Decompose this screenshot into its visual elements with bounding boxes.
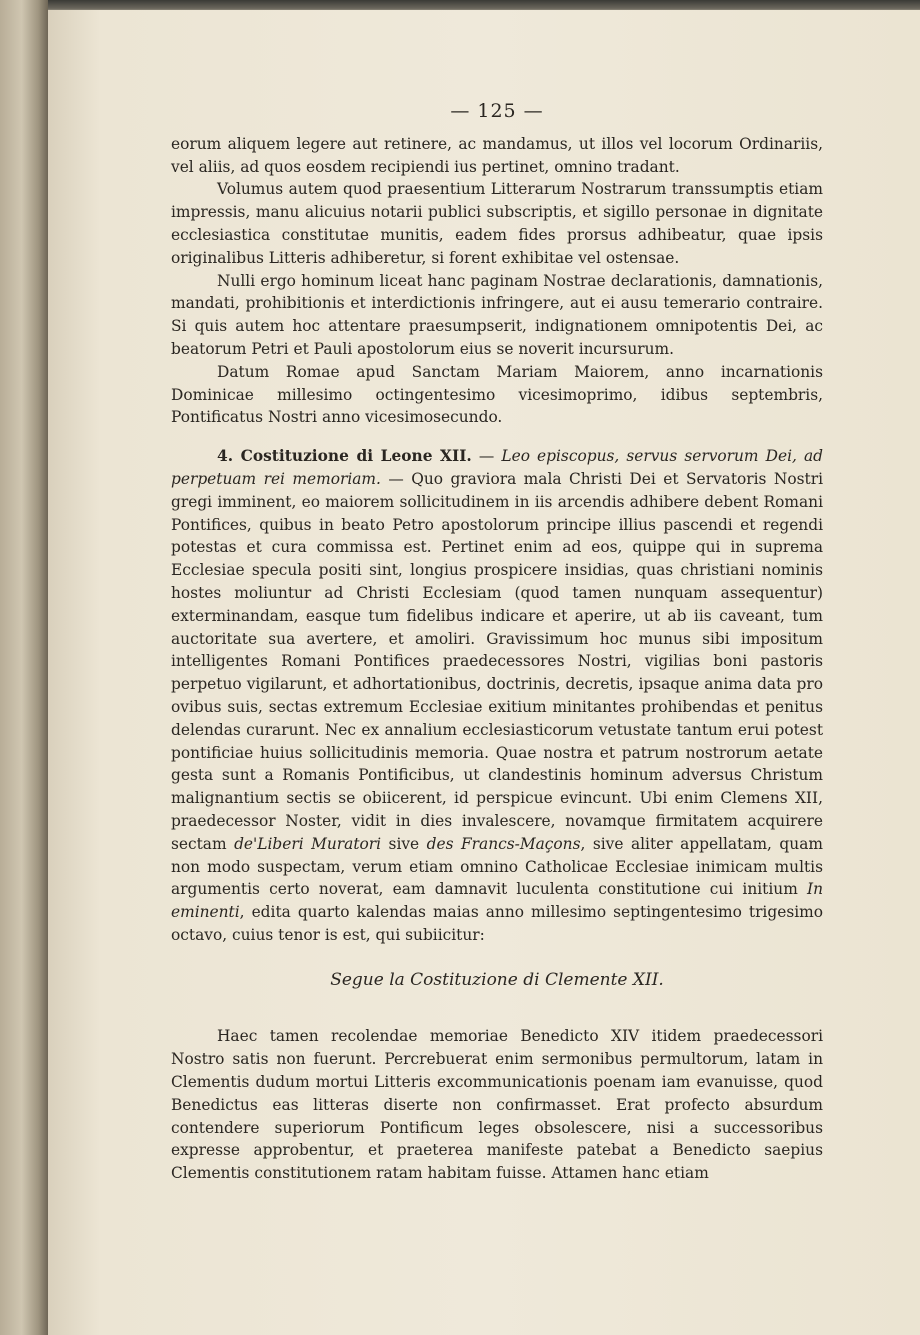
italic-intro: Leo episcopus, servus servorum Dei, ad perpetuam rei memoriam. bbox=[171, 447, 824, 488]
paragraph-volumus: Volumus autem quod praesentium Litterarum Nostrarum transsumptis etiam impressis, manu alicuius notarii publici subscriptis, et sigillo personae in dignitate ecclesiastica constitutae munitis, eadem fides prorsus adhibeatur, quae ipsis originalibus Litteris adhiberetur, si forent exhibitae vel ostensae. bbox=[171, 180, 823, 267]
dash: — bbox=[380, 469, 412, 488]
paragraph-nulli: Nulli ergo hominum liceat hanc paginam Nostrae declarationis, damnationis, mandati, prohibitionis et interdictionis infringere, aut ei ausu temerario contraire. Si quis autem hoc attentare praesumpserit, indignationem omnipotentis Dei, ac beatorum Petri et Pauli apostolorum eius se noverit incursurum. bbox=[171, 271, 823, 358]
section-text: , sive aliter appellatam, quam non modo suspectam, verum etiam omnino Catholicae Ecclesiae inimicam multis argumentis certo noverat, eam damnavit luculenta constitutione cui initium bbox=[171, 834, 823, 899]
section-heading: 4. Costituzione di Leone XII. bbox=[217, 447, 472, 466]
section-text: Quo graviora mala Christi Dei et Servatoris Nostri gregi imminent, eo maiorem sollicitudinem in iis arcendis adhibere debent Romani Pontifices, quibus in beato Petro apostolorum principe illius pascendi et regendi potestas et cura commissa est. Pertinet enim ad eos, quippe qui in suprema Ecclesiae specula positi sint, longius prospicere insidias, quas christiani nominis hostes moliuntur ad Christi Ecclesiam (quod tamen nunquam assequentur) exterminandam, easque tum fidelibus indicare et aperire, ut ab iis caveant, tum auctoritate sua avertere, et amoliri. Gravissimum hoc munus sibi impositum intelligentes Romani Pontifices praedecessores Nostri, vigilias boni pastoris perpetuo vigilarunt, et adhortationibus, doctrinis, decretis, ipsaque anima data pro ovibus suis, sectas extremum Ecclesiae exitium minitantes prohibendas et penitus delendas curarunt. Nec ex annalium ecclesiasticorum vetustate tantum erui potest pontificiae huius sollicitudinis memoria. Quae nostra et patrum nostrorum aetate gesta sunt a Romanis Pontificibus, ut clandestinis hominum adversus Christum malignantium sectis se obiicerent, id perspicue evincunt. Ubi enim Clemens XII, praedecessor Noster, vidit in dies invalescere, novamque firmitatem acquirere sectam bbox=[171, 469, 823, 853]
book-page bbox=[48, 10, 920, 1335]
paragraph-continued: eorum aliquem legere aut retinere, ac mandamus, ut illos vel locorum Ordinariis, vel aliis, ad quos eosdem recipiendi ius pertinet, omnino tradant. bbox=[171, 134, 823, 176]
page-number: — 125 — bbox=[450, 100, 544, 122]
paragraph-haec-tamen: Haec tamen recolendae memoriae Benedicto XIV itidem praedecessori Nostro satis non fuerunt. Percrebuerat enim sermonibus permultorum, latam in Clementis dudum mortui Litteris excommunicationis poenam iam evanuisse, quod Benedictus eas litteras diserte non confirmasset. Erat profecto absurdum contendere superiorum Pontificum leges obsolescere, nisi a successoribus expresse approbentur, et praeterea manifeste patebat a Benedicto saepius Clementis constitutionem ratam habitam fuisse. Attamen hanc etiam bbox=[171, 1027, 823, 1183]
paragraph-datum: Datum Romae apud Sanctam Mariam Maiorem, anno incarnationis Dominicae millesimo octingentesimo vicesimoprimo, idibus septembris, Pontificatus Nostri anno vicesimosecundo. bbox=[171, 362, 823, 427]
italic-in-eminenti: In eminenti bbox=[171, 880, 823, 922]
dash: — bbox=[471, 447, 502, 466]
section-4-paragraph bbox=[171, 445, 823, 947]
page-content bbox=[171, 100, 823, 1185]
section-text: , edita quarto kalendas maias anno millesimo septingentesimo trigesimo octavo, cuius tenor is est, qui subiicitur: bbox=[171, 903, 823, 944]
italic-francs-macons: des Francs-Maçons bbox=[426, 834, 581, 853]
section-text: sive bbox=[381, 834, 427, 853]
italic-liberi-muratori: de'Liberi Muratori bbox=[234, 834, 382, 853]
book-left-edge bbox=[0, 0, 48, 1335]
segue-heading: Segue la Costituzione di Clemente XII. bbox=[330, 969, 664, 990]
